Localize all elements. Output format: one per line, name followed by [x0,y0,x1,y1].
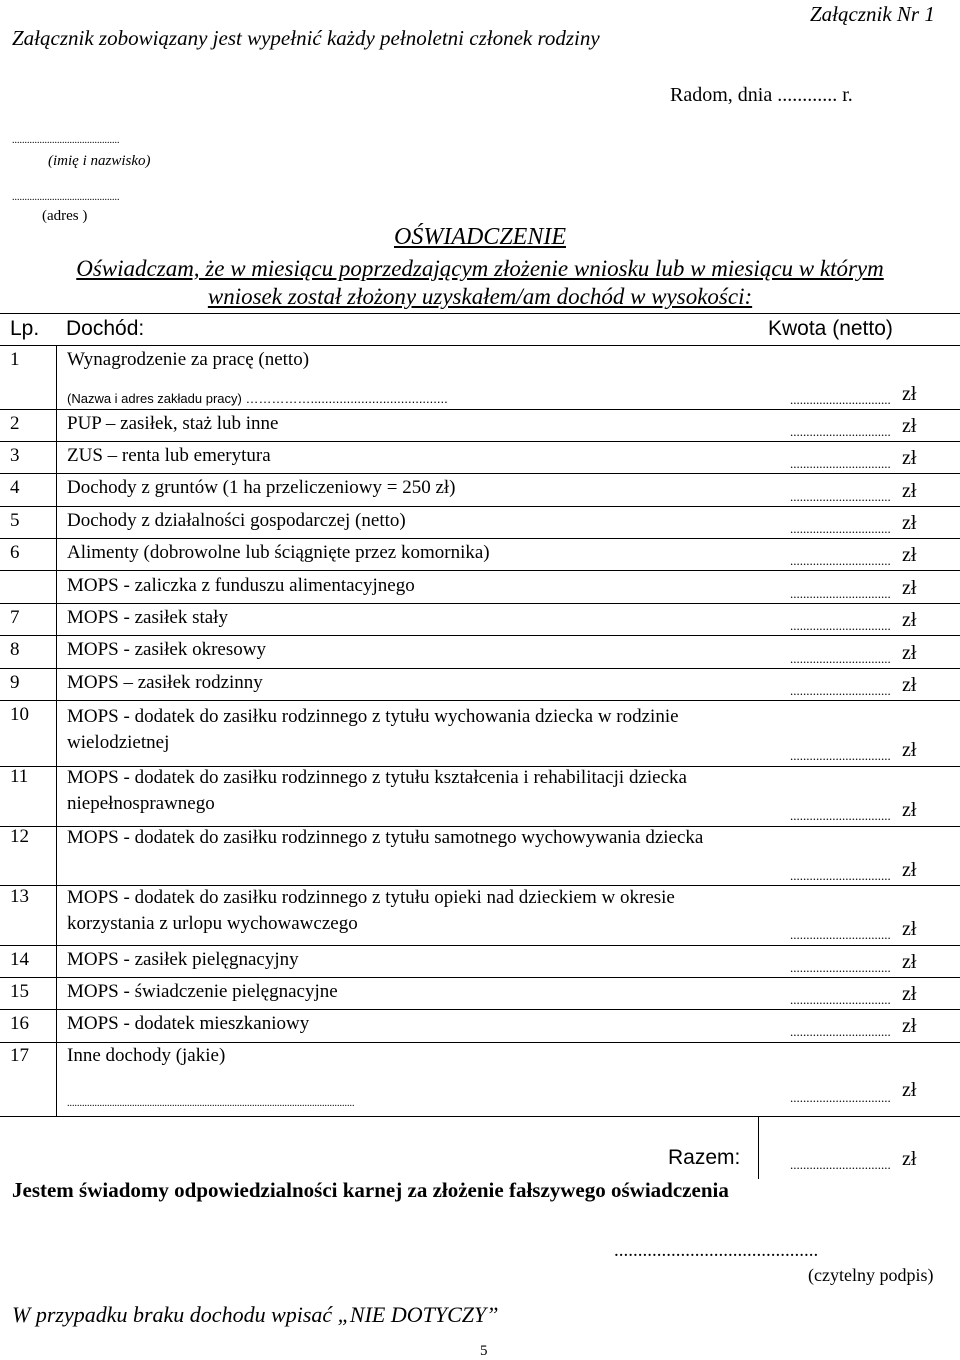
row-description: MOPS - zasiłek okresowy [67,639,266,660]
amount-field[interactable]: ............................... [790,808,891,823]
currency-label: zł [902,674,917,696]
declaration-title: OŚWIADCZENIE [394,224,566,250]
total-cell-divider [758,1116,759,1179]
signature-field[interactable]: ........................................... [614,1240,819,1261]
amount-field[interactable]: ............................... [790,748,891,763]
row-divider [0,441,960,442]
row-number: 14 [10,949,29,970]
amount-field[interactable]: ............................... [790,868,891,883]
liability-statement: Jestem świadomy odpowiedzialności karnej za złożenie fałszywego oświadczenia [12,1178,729,1202]
currency-label: zł [902,415,917,437]
row-description: MOPS - dodatek do zasiłku rodzinnego z tytułu opieki nad dzieckiem w okresie korzystania z urlopu wychowawczego [67,887,675,934]
row-description: Inne dochody (jakie) [67,1045,226,1066]
row-description: Dochody z działalności gospodarczej (netto) [67,510,406,531]
currency-label: zł [902,739,917,761]
row-divider [0,603,960,604]
attachment-label: Załącznik Nr 1 [810,2,935,26]
address-label: (adres ) [42,208,88,224]
currency-label: zł [902,512,917,534]
currency-label: zł [902,480,917,502]
row-divider [0,945,960,946]
row-number: 12 [10,826,29,847]
amount-field[interactable]: ............................... [790,553,891,568]
obligation-note: Załącznik zobowiązany jest wypełnić każdy pełnoletni członek rodziny [12,26,600,50]
declaration-line-2: wniosek został złożony uzyskałem/am dochód w wysokości: [207,284,753,309]
currency-label: zł [902,983,917,1005]
row-description: MOPS - zasiłek pielęgnacyjny [67,949,299,970]
other-income-field[interactable]: ................................................................................................................... [67,1098,355,1109]
row-description: MOPS – zasiłek rodzinny [67,672,263,693]
row-divider [0,506,960,507]
number-column-divider [56,345,57,1116]
row-description: MOPS - dodatek do zasiłku rodzinnego z tytułu wychowania dziecka w rodzinie wielodzietnej [67,706,679,753]
row-description: MOPS - dodatek mieszkaniowy [67,1013,310,1034]
no-income-note: W przypadku braku dochodu wpisać „NIE DOTYCZY” [12,1302,499,1327]
currency-label: zł [902,609,917,631]
employer-name-field[interactable]: (Nazwa i adres zakładu pracy) ……………...................................... [67,391,448,406]
row-divider [0,345,960,346]
row-description: ZUS – renta lub emerytura [67,445,271,466]
row-number: 6 [10,542,20,563]
row-number: 1 [10,349,20,370]
name-label: (imię i nazwisko) [48,153,151,169]
amount-field[interactable]: ............................... [790,424,891,439]
row-number: 2 [10,413,20,434]
amount-field[interactable]: ............................... [790,683,891,698]
signature-label: (czytelny podpis) [808,1265,934,1285]
row-description: MOPS - zaliczka z funduszu alimentacyjnego [67,575,415,596]
amount-field[interactable]: ............................... [790,992,891,1007]
column-header-amount: Kwota (netto) [768,317,893,340]
row-description: PUP – zasiłek, staż lub inne [67,413,279,434]
currency-label: zł [902,1079,917,1101]
row-description: Alimenty (dobrowolne lub ściągnięte przez komornika) [67,542,490,563]
currency-label: zł [902,951,917,973]
currency-label: zł [902,447,917,469]
page-number: 5 [480,1343,488,1359]
row-divider [0,1009,960,1010]
amount-field[interactable]: ............................... [790,651,891,666]
row-description: MOPS - dodatek do zasiłku rodzinnego z tytułu samotnego wychowywania dziecka [67,827,704,848]
currency-label: zł [902,1148,917,1170]
table-top-border [0,313,960,314]
row-number: 11 [10,766,29,787]
amount-field[interactable]: ............................... [790,1090,891,1105]
amount-field[interactable]: ............................... [790,618,891,633]
row-description: MOPS - zasiłek stały [67,607,228,628]
total-label: Razem: [668,1146,741,1169]
name-dots: ........................................... [12,135,120,146]
amount-field[interactable]: ............................... [790,521,891,536]
currency-label: zł [902,577,917,599]
total-amount-field[interactable]: ............................... [790,1157,891,1172]
row-number: 17 [10,1045,29,1066]
row-number: 16 [10,1013,29,1034]
row-divider [0,977,960,978]
currency-label: zł [902,859,917,881]
row-description: Dochody z gruntów (1 ha przeliczeniowy = 250 zł) [67,477,456,498]
currency-label: zł [902,544,917,566]
address-dots: ........................................... [12,192,120,203]
amount-field[interactable]: ............................... [790,927,891,942]
row-number: 7 [10,607,20,628]
row-description: Wynagrodzenie za pracę (netto) [67,349,310,370]
row-divider [0,538,960,539]
column-header-lp: Lp. [10,317,40,340]
currency-label: zł [902,383,917,405]
row-divider [0,635,960,636]
amount-field[interactable]: ............................... [790,960,891,975]
row-divider [0,473,960,474]
row-number: 8 [10,639,20,660]
amount-field[interactable]: ............................... [790,456,891,471]
row-divider [0,700,960,701]
row-divider [0,570,960,571]
row-number: 10 [10,704,29,725]
row-number: 5 [10,510,20,531]
currency-label: zł [902,918,917,940]
amount-field[interactable]: ............................... [790,586,891,601]
currency-label: zł [902,1015,917,1037]
row-description: MOPS - dodatek do zasiłku rodzinnego z tytułu kształcenia i rehabilitacji dziecka niepełnosprawnego [67,767,687,814]
currency-label: zł [902,642,917,664]
declaration-line-1: Oświadczam, że w miesiącu poprzedzającym złożenie wniosku lub w miesiącu w którym [76,256,884,281]
place-date: Radom, dnia ............ r. [670,84,853,106]
amount-field[interactable]: ............................... [790,489,891,504]
row-number: 4 [10,477,20,498]
amount-field[interactable]: ............................... [790,1024,891,1039]
row-divider [0,1116,960,1117]
row-number: 15 [10,981,29,1002]
row-divider [0,409,960,410]
currency-label: zł [902,799,917,821]
amount-field[interactable]: ............................... [790,392,891,407]
row-number: 13 [10,886,29,907]
row-number: 9 [10,672,20,693]
column-header-income: Dochód: [66,317,145,340]
row-description: MOPS - świadczenie pielęgnacyjne [67,981,338,1002]
row-number: 3 [10,445,20,466]
row-divider [0,668,960,669]
